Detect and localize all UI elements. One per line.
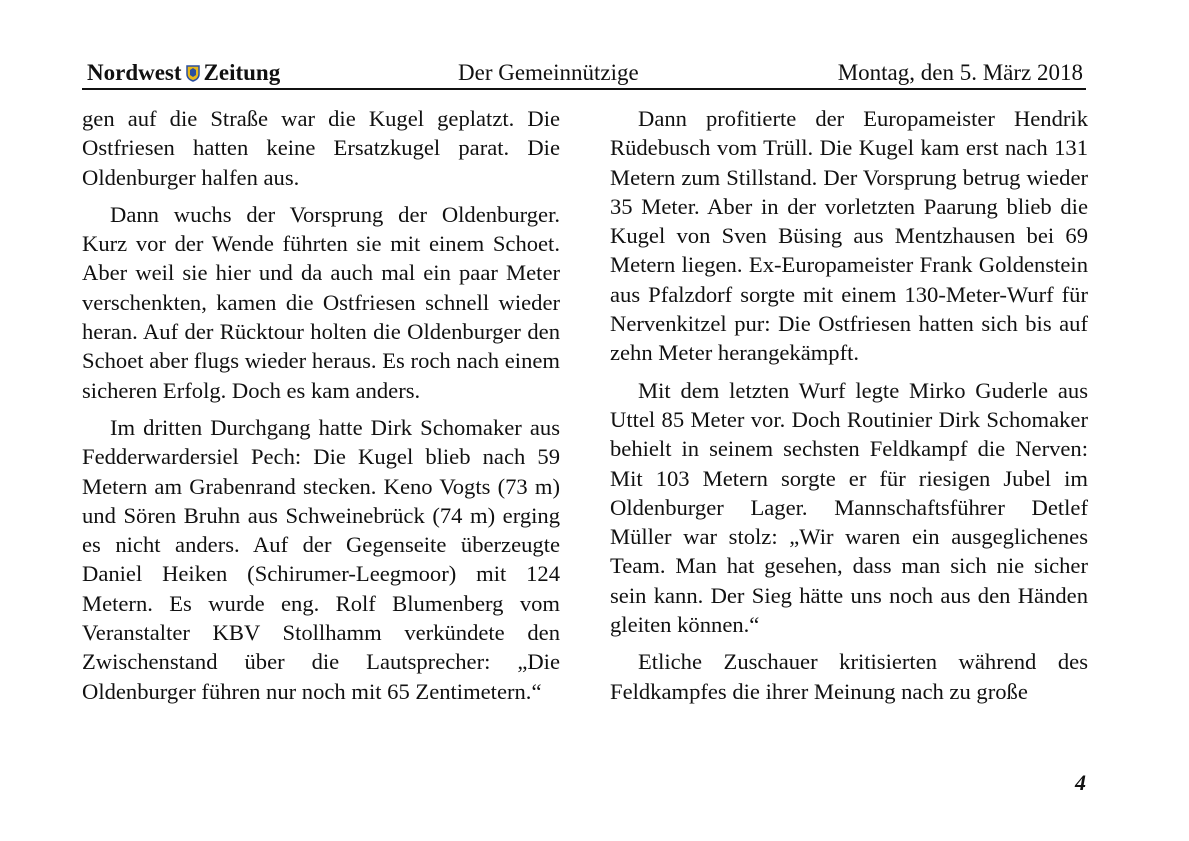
left-column <box>82 104 560 714</box>
issue-date: Montag, den 5. März 2018 <box>837 60 1083 85</box>
paragraph: Im dritten Durchgang hatte Dirk Schomaker aus Fedderwardersiel Pech: Die Kugel blieb nach 59 Metern am Grabenrand stecken. Keno Vogts (73 m) und Sören Bruhn aus Schweinebrück (74 m) erging es nicht anders. Auf der Gegenseite überzeugte Daniel Heiken (Schirumer-Leegmoor) mit 124 Metern. Es wurde eng. Rolf Blumenberg vom Veranstalter KBV Stollhamm verkündete den Zwischenstand über die Lautsprecher: „Die Oldenburger führen nur noch mit 65 Zentimetern.“ <box>82 414 560 704</box>
paragraph: Dann wuchs der Vorsprung der Oldenburger. Kurz vor der Wende führten sie mit einem Schoet. Aber weil sie hier und da auch mal ein paar Meter verschenkten, kamen die Ostfriesen schnell wieder heran. Auf der Rücktour holten die Oldenburger den Schoet aber flugs wieder heraus. Es roch nach einem sicheren Erfolg. Doch es kam anders. <box>82 201 560 403</box>
paragraph: Dann profitierte der Europameister Hendrik Rüdebusch vom Trüll. Die Kugel kam erst nach 131 Metern zum Stillstand. Der Vorsprung betrug wieder 35 Meter. Aber in der vorletzten Paarung blieb die Kugel von Sven Büsing aus Mentzhausen bei 69 Metern liegen. Ex-Europameister Frank Goldenstein aus Pfalzdorf sorgte mit einem 130-Meter-Wurf für Nervenkitzel pur: Die Ostfriesen hatten sich bis auf zehn Meter herangekämpft. <box>610 106 1088 366</box>
coat-of-arms-icon <box>186 65 200 82</box>
right-column <box>610 104 1088 714</box>
section-title: Der Gemeinnützige <box>458 60 639 85</box>
newspaper-masthead <box>87 60 280 86</box>
paragraph: Etliche Zuschauer kritisierten während des Feldkampfes die ihrer Meinung nach zu große <box>610 649 1088 704</box>
masthead-brand-left: Nordwest <box>87 60 182 85</box>
masthead-brand-right: Zeitung <box>203 60 281 85</box>
page-number: 4 <box>1075 770 1086 795</box>
page-header <box>82 56 1086 90</box>
paragraph: gen auf die Straße war die Kugel geplatzt. Die Ostfriesen hatten keine Ersatzkugel parat. Die Oldenburger halfen aus. <box>82 106 560 190</box>
paragraph: Mit dem letzten Wurf legte Mirko Guderle aus Uttel 85 Meter vor. Doch Routinier Dirk Schomaker behielt in seinem sechsten Feldkampf die Nerven: Mit 103 Metern sorgte er für riesigen Jubel im Oldenburger Lager. Mannschaftsführer Detlef Müller war stolz: „Wir waren ein ausgeglichenes Team. Man hat gesehen, dass man sich nie sicher sein kann. Der Sieg hätte uns noch aus den Händen gleiten können.“ <box>610 377 1088 638</box>
